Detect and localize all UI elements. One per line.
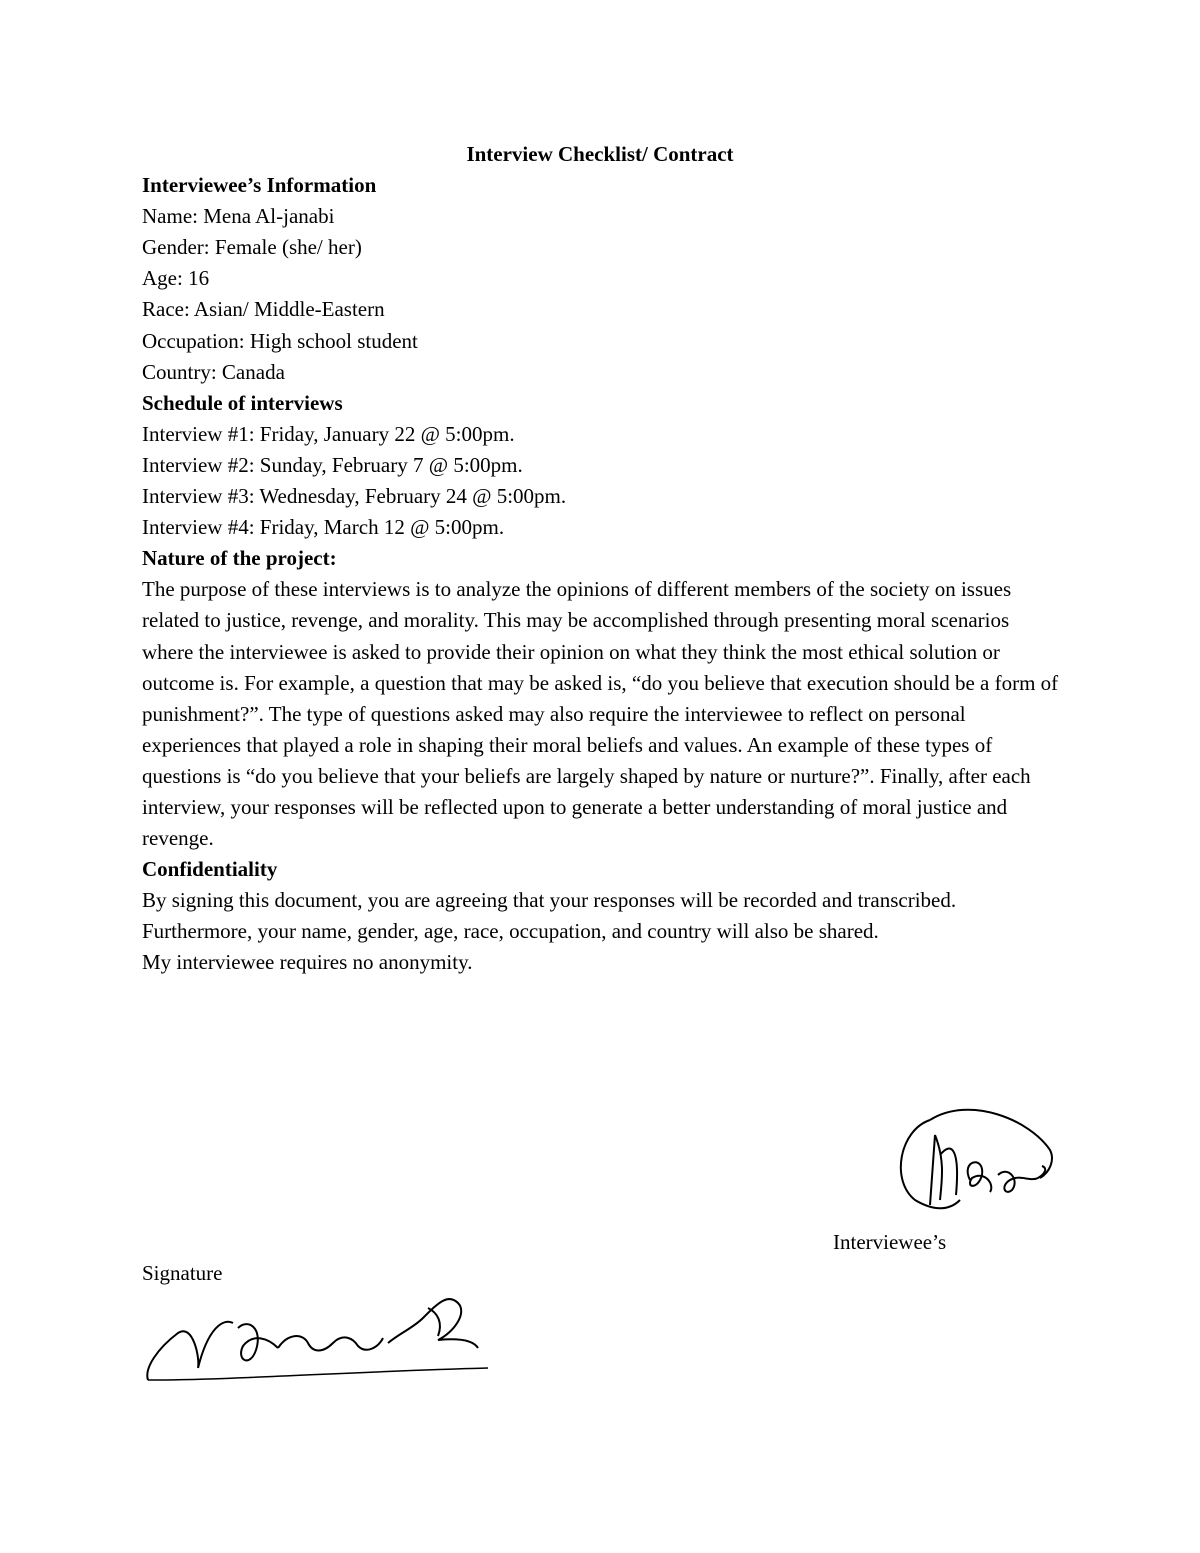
schedule-interview-1: Interview #1: Friday, January 22 @ 5:00pm. bbox=[142, 421, 515, 446]
confidentiality-line-3: My interviewee requires no anonymity. bbox=[142, 950, 473, 975]
schedule-interview-2: Interview #2: Sunday, February 7 @ 5:00pm. bbox=[142, 452, 523, 477]
confidentiality-heading: Confidentiality bbox=[142, 857, 278, 882]
document-body bbox=[142, 139, 1072, 979]
info-country: Country: Canada bbox=[142, 359, 285, 384]
info-age: Age: 16 bbox=[142, 266, 210, 291]
signature-label-part1: Interviewee’s bbox=[833, 1230, 947, 1254]
schedule-interview-4: Interview #4: Friday, March 12 @ 5:00pm. bbox=[142, 515, 505, 540]
info-race: Race: Asian/ Middle-Eastern bbox=[142, 297, 385, 322]
info-gender: Gender: Female (she/ her) bbox=[142, 235, 362, 260]
nature-paragraph: The purpose of these interviews is to analyze the opinions of different members of the society on issues related to justice, revenge, and morality. This may be accomplished through presenting moral scenarios where the interviewee is asked to provide their opinion on what they think the most ethical solution or outcome is. For example, a question that may be asked is, “do you believe that execution should be a form of punishment?”. The type of questions asked may also require the interviewee to reflect on personal experiences that played a role in shaping their moral beliefs and values. An example of these types of questions is “do you believe that your beliefs are largely shaped by nature or nurture?”. Finally, after each interview, your responses will be reflected upon to generate a better understanding of moral justice and revenge. bbox=[142, 577, 1059, 851]
document-title: Interview Checklist/ Contract bbox=[466, 142, 734, 166]
nature-heading: Nature of the project: bbox=[142, 546, 337, 571]
second-signature-image bbox=[138, 1288, 498, 1388]
info-occupation: Occupation: High school student bbox=[142, 328, 418, 353]
schedule-interview-3: Interview #3: Wednesday, February 24 @ 5:00pm. bbox=[142, 484, 567, 509]
confidentiality-line-1: By signing this document, you are agreeing that your responses will be recorded and transcribed. bbox=[142, 888, 957, 913]
interviewee-signature-image bbox=[890, 1100, 1060, 1215]
info-name: Name: Mena Al-janabi bbox=[142, 204, 335, 229]
signature-label-part2: Signature bbox=[142, 1261, 223, 1285]
confidentiality-line-2: Furthermore, your name, gender, age, race, occupation, and country will also be shared. bbox=[142, 919, 879, 944]
interviewee-info-heading: Interviewee’s Information bbox=[142, 173, 377, 198]
schedule-heading: Schedule of interviews bbox=[142, 390, 343, 415]
